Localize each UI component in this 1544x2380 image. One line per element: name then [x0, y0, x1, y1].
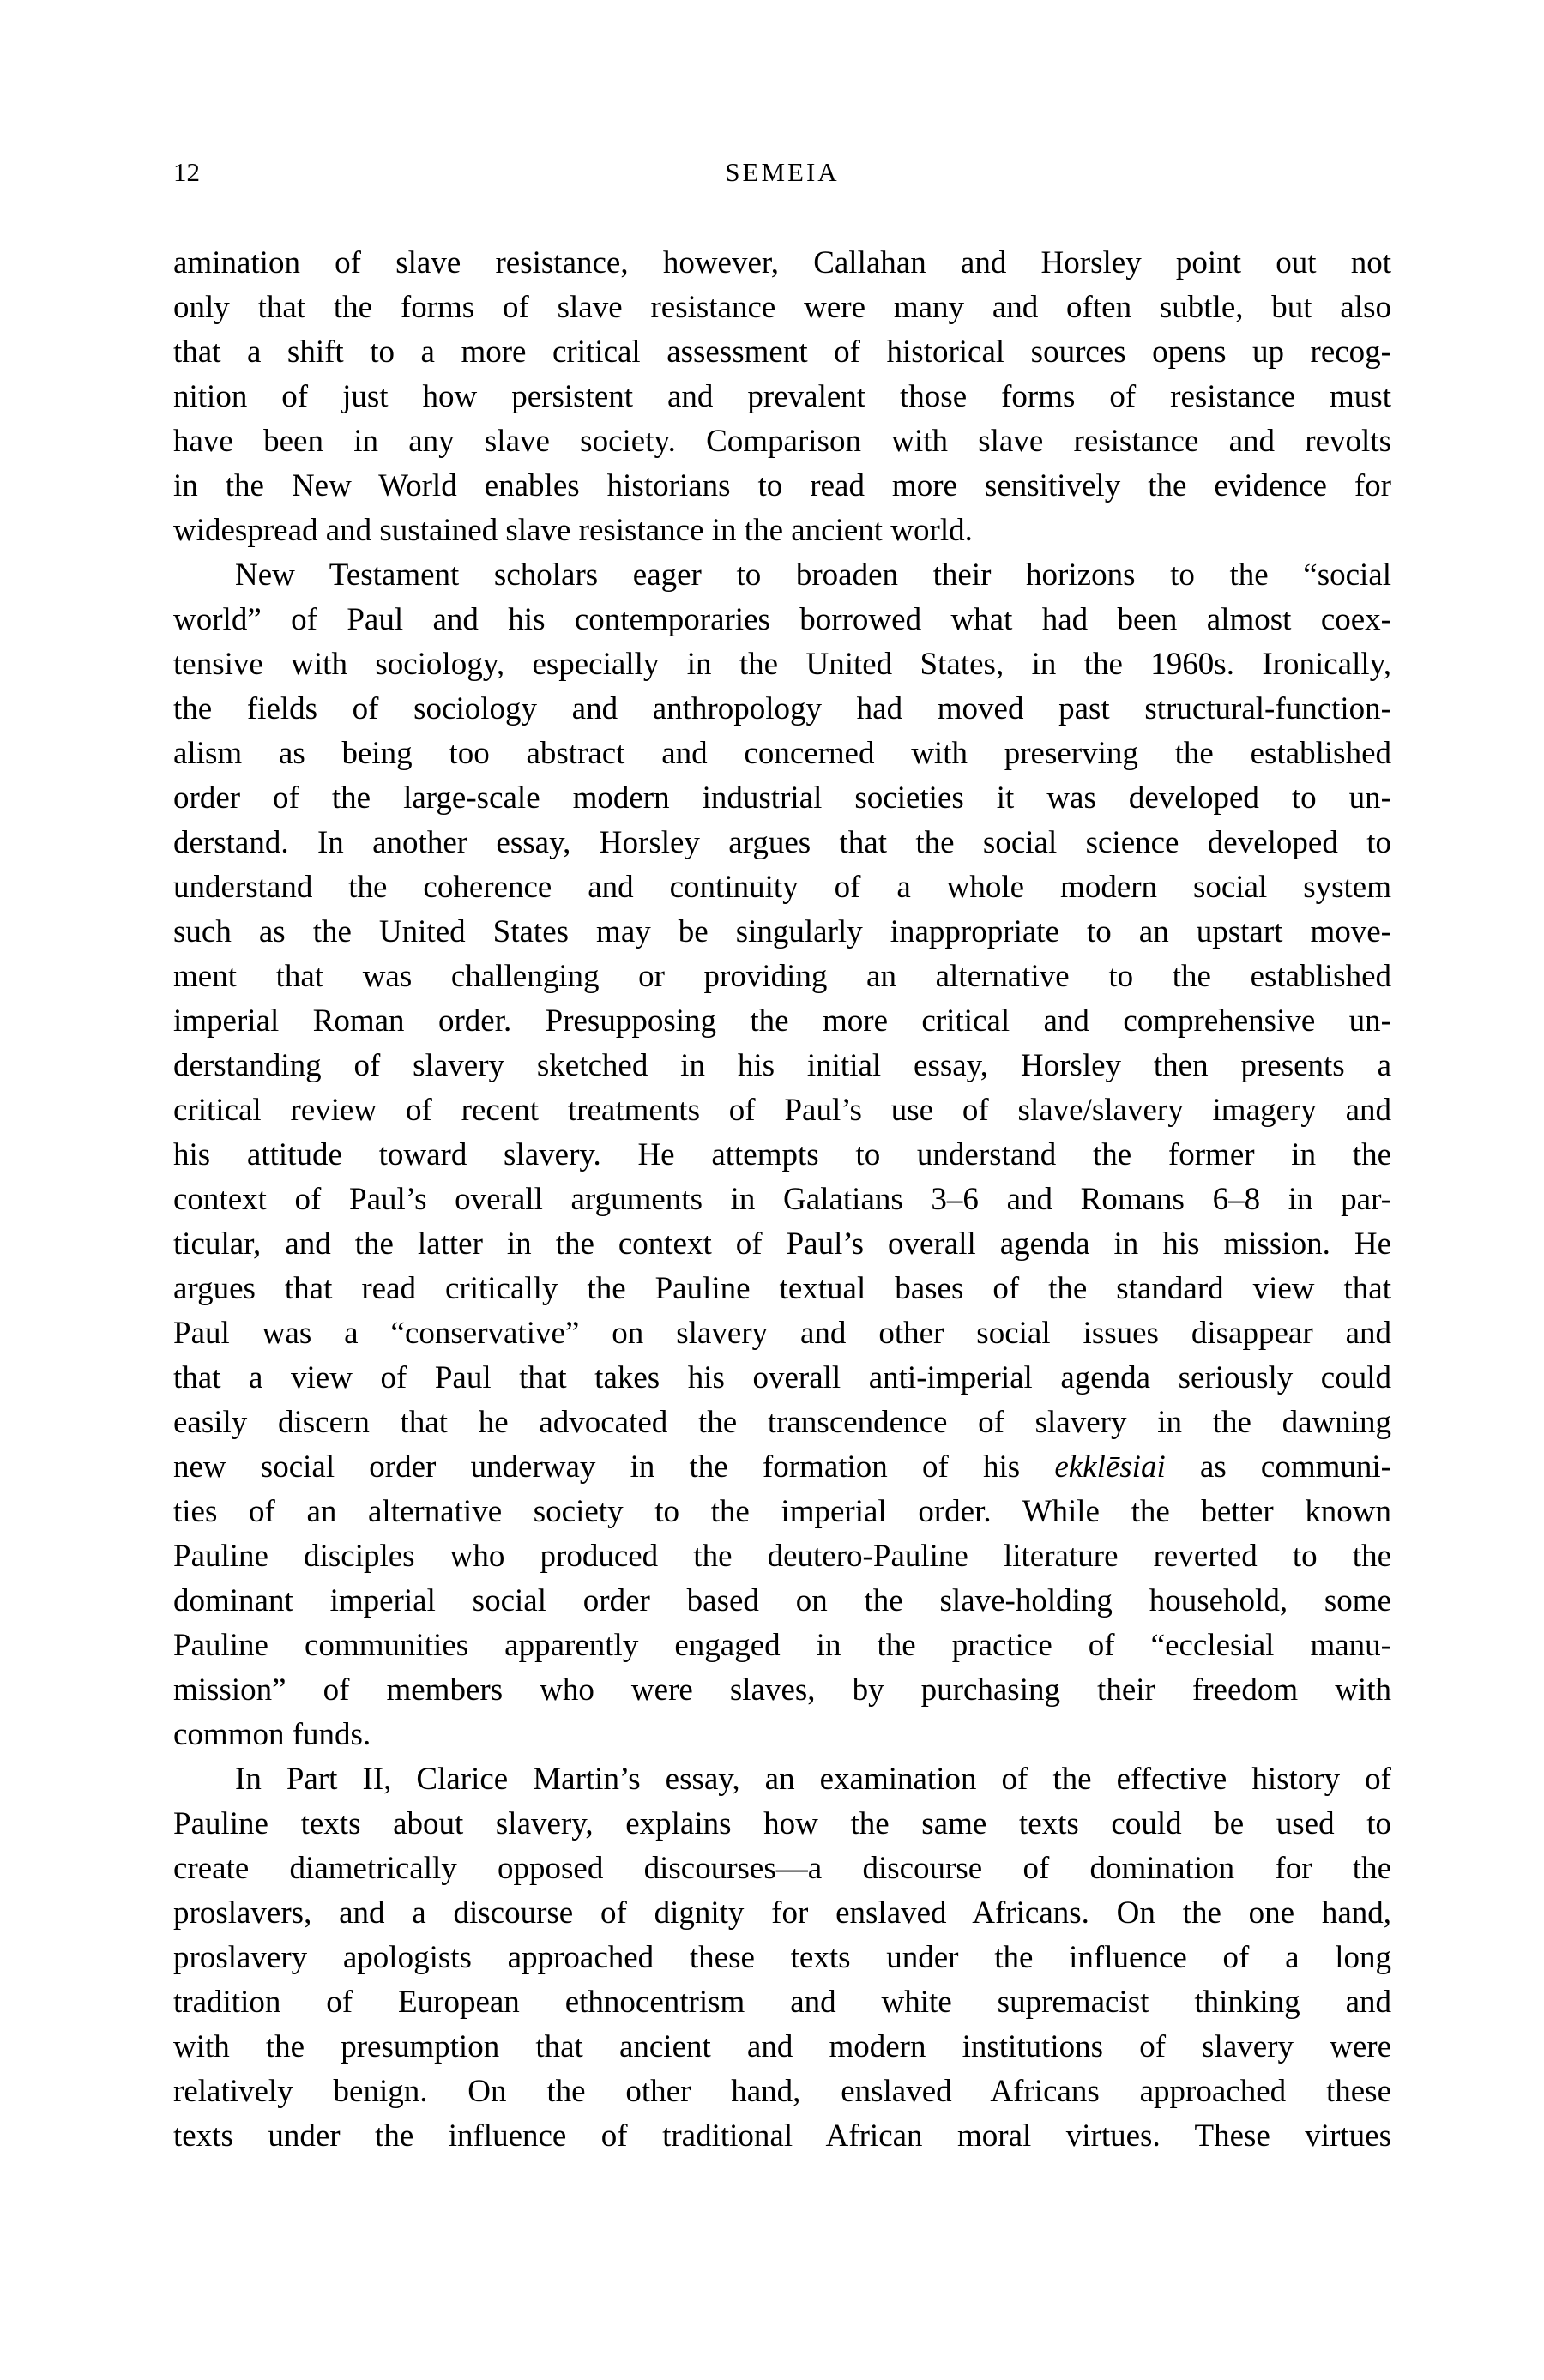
text-line	[173, 464, 1391, 509]
text-line	[173, 1847, 1391, 1891]
text-line	[173, 687, 1391, 732]
text-segment: only that the forms of slave resistance were many and often subtle, but also	[173, 290, 1391, 325]
text-segment: as communi-	[1165, 1449, 1391, 1485]
text-line	[173, 1133, 1391, 1178]
text-segment: In Part II, Clarice Martin’s essay, an examination of the effective history of	[235, 1762, 1391, 1797]
text-line	[173, 553, 1391, 598]
text-segment: proslavery apologists approached these texts under the influence of a long	[173, 1940, 1391, 1975]
text-line	[173, 375, 1391, 419]
text-line	[173, 1490, 1391, 1534]
text-line	[173, 598, 1391, 642]
text-line	[173, 1579, 1391, 1624]
text-line	[173, 865, 1391, 910]
text-segment: ticular, and the latter in the context of Paul’s overall agenda in his mission. He	[173, 1226, 1391, 1262]
text-segment: tensive with sociology, especially in the United States, in the 1960s. Ironically,	[173, 647, 1391, 682]
text-line	[173, 642, 1391, 687]
text-line	[173, 1044, 1391, 1088]
text-line	[173, 1088, 1391, 1133]
text-line	[173, 2114, 1391, 2159]
text-line	[173, 241, 1391, 286]
text-segment: proslavers, and a discourse of dignity for enslaved Africans. On the one hand,	[173, 1895, 1391, 1931]
text-line	[173, 1802, 1391, 1847]
text-line	[173, 1668, 1391, 1713]
text-line	[173, 1356, 1391, 1401]
text-segment: Pauline communities apparently engaged in the practice of “ecclesial manu-	[173, 1628, 1391, 1663]
text-line	[173, 955, 1391, 999]
text-line	[173, 1534, 1391, 1579]
text-line	[173, 1713, 1391, 1757]
text-line	[173, 1267, 1391, 1311]
text-line	[173, 2070, 1391, 2114]
body-text	[173, 241, 1391, 2159]
text-line	[173, 910, 1391, 955]
text-segment: ment that was challenging or providing an alternative to the established	[173, 959, 1391, 994]
italic-term: ekklēsiai	[1054, 1449, 1166, 1485]
text-line	[173, 1891, 1391, 1936]
text-segment: tradition of European ethnocentrism and white supremacist thinking and	[173, 1985, 1391, 2020]
text-segment: new social order underway in the formation of his	[173, 1449, 1055, 1485]
text-segment: order of the large-scale modern industrial societies it was developed to un-	[173, 780, 1391, 816]
text-line	[173, 732, 1391, 776]
text-segment: common funds.	[173, 1717, 371, 1752]
text-line	[173, 1757, 1391, 1802]
text-segment: derstanding of slavery sketched in his initial essay, Horsley then presents a	[173, 1048, 1391, 1083]
text-line	[173, 509, 1391, 553]
text-segment: that a view of Paul that takes his overall anti-imperial agenda seriously could	[173, 1360, 1391, 1395]
text-line	[173, 330, 1391, 375]
text-line	[173, 1445, 1391, 1490]
text-segment: with the presumption that ancient and modern institutions of slavery were	[173, 2029, 1391, 2064]
text-segment: world” of Paul and his contemporaries borrowed what had been almost coex-	[173, 602, 1391, 637]
text-segment: texts under the influence of traditional African moral virtues. These virtues	[173, 2118, 1391, 2154]
text-segment: understand the coherence and continuity of a whole modern social system	[173, 870, 1391, 905]
text-line	[173, 1401, 1391, 1445]
text-line	[173, 1624, 1391, 1668]
text-line	[173, 419, 1391, 464]
text-line	[173, 821, 1391, 865]
text-line	[173, 1222, 1391, 1267]
text-segment: Paul was a “conservative” on slavery and other social issues disappear and	[173, 1316, 1391, 1351]
text-segment: nition of just how persistent and prevalent those forms of resistance must	[173, 379, 1391, 414]
text-segment: his attitude toward slavery. He attempts to understand the former in the	[173, 1137, 1391, 1172]
text-segment: amination of slave resistance, however, Callahan and Horsley point out not	[173, 245, 1391, 280]
text-line	[173, 1936, 1391, 1980]
text-segment: derstand. In another essay, Horsley argues that the social science developed to	[173, 825, 1391, 860]
text-segment: widespread and sustained slave resistance in the ancient world.	[173, 513, 973, 548]
text-segment: New Testament scholars eager to broaden their horizons to the “social	[235, 557, 1391, 593]
text-segment: context of Paul’s overall arguments in Galatians 3–6 and Romans 6–8 in par-	[173, 1182, 1391, 1217]
page-header	[173, 154, 1391, 190]
text-line	[173, 286, 1391, 330]
text-line	[173, 1178, 1391, 1222]
text-segment: Pauline disciples who produced the deutero-Pauline literature reverted to the	[173, 1539, 1391, 1574]
text-segment: easily discern that he advocated the transcendence of slavery in the dawning	[173, 1405, 1391, 1440]
text-segment: create diametrically opposed discourses—a discourse of domination for the	[173, 1851, 1391, 1886]
text-line	[173, 1311, 1391, 1356]
text-segment: such as the United States may be singularly inappropriate to an upstart move-	[173, 914, 1391, 949]
text-segment: Pauline texts about slavery, explains how the same texts could be used to	[173, 1806, 1391, 1841]
text-segment: that a shift to a more critical assessment of historical sources opens up recog-	[173, 334, 1391, 370]
text-segment: ties of an alternative society to the imperial order. While the better known	[173, 1494, 1391, 1529]
text-line	[173, 1980, 1391, 2025]
text-segment: critical review of recent treatments of Paul’s use of slave/slavery imagery and	[173, 1093, 1391, 1128]
text-line	[173, 2025, 1391, 2070]
text-segment: relatively benign. On the other hand, enslaved Africans approached these	[173, 2074, 1391, 2109]
page-number: 12	[173, 157, 200, 187]
text-segment: mission” of members who were slaves, by purchasing their freedom with	[173, 1672, 1391, 1708]
text-line	[173, 999, 1391, 1044]
text-segment: alism as being too abstract and concerned with preserving the established	[173, 736, 1391, 771]
text-segment: have been in any slave society. Comparison with slave resistance and revolts	[173, 424, 1391, 459]
text-line	[173, 776, 1391, 821]
text-segment: argues that read critically the Pauline textual bases of the standard view that	[173, 1271, 1391, 1306]
running-head: SEMEIA	[725, 157, 840, 187]
text-segment: in the New World enables historians to read more sensitively the evidence for	[173, 468, 1391, 503]
text-segment: imperial Roman order. Presupposing the more critical and comprehensive un-	[173, 1003, 1391, 1039]
text-segment: the fields of sociology and anthropology had moved past structural-function-	[173, 691, 1391, 726]
text-segment: dominant imperial social order based on the slave-holding household, some	[173, 1583, 1391, 1618]
